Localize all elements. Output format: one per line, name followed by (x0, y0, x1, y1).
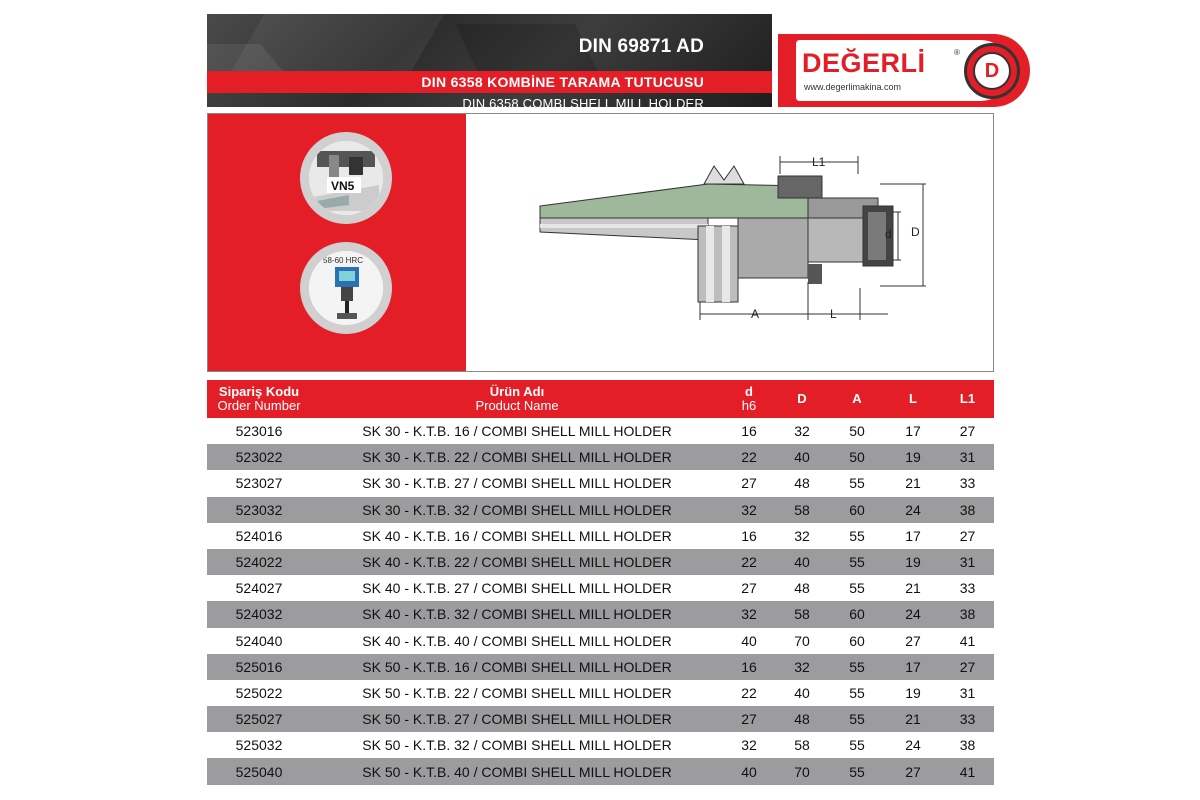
cell-name: SK 30 - K.T.B. 27 / COMBI SHELL MILL HOLDER (362, 475, 672, 492)
cell-d: 48 (794, 711, 810, 728)
cell-l: 24 (905, 606, 921, 623)
logo-emblem-letter: D (973, 52, 1011, 90)
dimension-L1-label: L1 (812, 155, 826, 169)
cell-l1: 31 (959, 554, 976, 571)
cell-l: 19 (905, 554, 921, 571)
table-row (207, 444, 994, 470)
cell-d: 70 (794, 632, 810, 649)
header-name-en: Product Name (475, 398, 559, 413)
cell-code: 525032 (235, 737, 283, 754)
cell-name: SK 40 - K.T.B. 22 / COMBI SHELL MILL HOLDER (362, 554, 672, 571)
cell-d: 58 (794, 501, 810, 518)
cell-l: 17 (905, 423, 921, 440)
cell-l: 17 (905, 658, 921, 675)
cell-a: 55 (849, 554, 865, 571)
table-row (207, 758, 994, 784)
logo-emblem-icon (964, 43, 1020, 99)
cell-d: 40 (741, 632, 757, 649)
cell-l1: 33 (959, 475, 976, 492)
header-order-number (207, 380, 311, 418)
header-banner (207, 14, 772, 107)
cell-l1: 33 (959, 580, 976, 597)
cell-l1: 31 (959, 449, 976, 466)
header-name-tr: Ürün Adı (489, 384, 545, 399)
product-table (207, 380, 994, 785)
cell-name: SK 30 - K.T.B. 22 / COMBI SHELL MILL HOLDER (362, 449, 672, 466)
cell-a: 55 (849, 763, 865, 780)
logo-url: www.degerlimakina.com (804, 82, 902, 92)
cell-a: 55 (849, 737, 865, 754)
cell-name: SK 50 - K.T.B. 27 / COMBI SHELL MILL HOLDER (362, 711, 672, 728)
company-logo (778, 34, 1030, 107)
cell-d: 58 (794, 737, 810, 754)
cell-a: 55 (849, 580, 865, 597)
table-row (207, 418, 994, 444)
header-product-name (311, 380, 723, 418)
title-english: DIN 6358 COMBI SHELL MILL HOLDER (462, 96, 704, 107)
table-row (207, 601, 994, 627)
cell-l: 24 (905, 737, 921, 754)
cell-code: 523032 (235, 501, 283, 518)
header-d-sub: h6 (741, 398, 757, 413)
cell-code: 524040 (235, 632, 283, 649)
cell-code: 525022 (235, 684, 283, 701)
cell-d: 22 (741, 449, 757, 466)
header-L1 (941, 380, 994, 418)
cell-a: 55 (849, 658, 865, 675)
table-row (207, 706, 994, 732)
cell-d: 22 (741, 554, 757, 571)
logo-brand: DEĞERLİ (802, 48, 926, 78)
cell-l: 21 (905, 580, 921, 597)
header-code-tr: Sipariş Kodu (218, 384, 300, 399)
dimension-A-label: A (751, 307, 760, 321)
surface-finish-label: VN5 (331, 179, 355, 193)
cell-d: 48 (794, 475, 810, 492)
cell-d: 40 (794, 554, 810, 571)
cell-l1: 27 (959, 423, 976, 440)
cell-code: 525027 (235, 711, 283, 728)
header-d-label: d (745, 384, 753, 399)
cell-l1: 31 (959, 684, 976, 701)
product-image-panel (207, 113, 994, 372)
hardness-label: 58-60 HRC (323, 256, 364, 265)
dimension-L-label: L (830, 307, 837, 321)
cell-l: 27 (905, 763, 921, 780)
cell-d: 16 (741, 658, 757, 675)
cell-a: 55 (849, 684, 865, 701)
table-row (207, 575, 994, 601)
cell-name: SK 50 - K.T.B. 16 / COMBI SHELL MILL HOLDER (362, 658, 672, 675)
cell-a: 50 (849, 449, 865, 466)
cell-l: 19 (905, 449, 921, 466)
technical-drawing (468, 114, 993, 371)
cell-d: 32 (794, 658, 810, 675)
cell-name: SK 40 - K.T.B. 27 / COMBI SHELL MILL HOLDER (362, 580, 672, 597)
cell-name: SK 50 - K.T.B. 40 / COMBI SHELL MILL HOLDER (362, 763, 672, 780)
dimension-D-label: D (911, 225, 920, 239)
dimension-d-label: d (885, 227, 892, 241)
header-D (775, 380, 829, 418)
title-turkish: DIN 6358 KOMBİNE TARAMA TUTUCUSU (421, 74, 704, 90)
header-L (885, 380, 941, 418)
cell-l: 17 (905, 527, 921, 544)
table-row (207, 628, 994, 654)
cell-a: 60 (849, 606, 865, 623)
cell-l1: 38 (959, 501, 976, 518)
cell-d: 40 (741, 763, 757, 780)
cell-d: 27 (741, 475, 757, 492)
cell-code: 523016 (235, 423, 283, 440)
header-d (723, 380, 775, 418)
cell-a: 60 (849, 632, 865, 649)
cell-d: 32 (741, 501, 757, 518)
cell-name: SK 30 - K.T.B. 16 / COMBI SHELL MILL HOLDER (362, 423, 672, 440)
table-row (207, 549, 994, 575)
cell-code: 524022 (235, 554, 283, 571)
header-code-en: Order Number (217, 398, 301, 413)
cell-name: SK 40 - K.T.B. 16 / COMBI SHELL MILL HOLDER (362, 527, 672, 544)
cell-l1: 38 (959, 606, 976, 623)
cell-code: 524016 (235, 527, 283, 544)
banner-facet (455, 24, 598, 74)
cell-l1: 27 (959, 527, 976, 544)
header-A (829, 380, 885, 418)
cell-d: 70 (794, 763, 810, 780)
cell-d: 32 (794, 527, 810, 544)
cell-d: 32 (741, 606, 757, 623)
cell-d: 16 (741, 423, 757, 440)
surface-finish-icon (300, 132, 392, 224)
table-row (207, 732, 994, 758)
cell-code: 523022 (235, 449, 283, 466)
table-row (207, 680, 994, 706)
cell-a: 55 (849, 711, 865, 728)
cell-name: SK 50 - K.T.B. 32 / COMBI SHELL MILL HOLDER (362, 737, 672, 754)
cell-name: SK 40 - K.T.B. 40 / COMBI SHELL MILL HOLDER (362, 632, 672, 649)
table-row (207, 497, 994, 523)
table-body (207, 418, 994, 785)
cell-code: 525016 (235, 658, 283, 675)
surface-finish-image (309, 141, 383, 215)
cell-code: 524027 (235, 580, 283, 597)
cell-l1: 33 (959, 711, 976, 728)
cell-d: 48 (794, 580, 810, 597)
header-L-label: L (909, 391, 917, 406)
cell-a: 60 (849, 501, 865, 518)
din-code-title: DIN 69871 AD (578, 36, 704, 57)
cell-d: 58 (794, 606, 810, 623)
cell-name: SK 30 - K.T.B. 32 / COMBI SHELL MILL HOLDER (362, 501, 672, 518)
cell-name: SK 40 - K.T.B. 32 / COMBI SHELL MILL HOLDER (362, 606, 672, 623)
header-A-label: A (852, 391, 862, 406)
cell-l1: 41 (959, 632, 976, 649)
cell-l: 19 (905, 684, 921, 701)
cell-l1: 41 (959, 763, 976, 780)
header-D-label: D (797, 391, 807, 406)
cell-name: SK 50 - K.T.B. 22 / COMBI SHELL MILL HOLDER (362, 684, 672, 701)
logo-registered-mark: ® (954, 48, 960, 57)
cell-d: 16 (741, 527, 757, 544)
cell-l: 21 (905, 475, 921, 492)
cell-l1: 38 (959, 737, 976, 754)
cell-d: 32 (794, 423, 810, 440)
hardness-image (309, 251, 383, 325)
cell-d: 40 (794, 684, 810, 701)
hardness-icon (300, 242, 392, 334)
table-row (207, 654, 994, 680)
cell-a: 55 (849, 475, 865, 492)
cell-d: 32 (741, 737, 757, 754)
table-header (207, 380, 994, 418)
cell-d: 27 (741, 580, 757, 597)
table-row (207, 470, 994, 496)
cell-code: 525040 (235, 763, 283, 780)
cell-l: 21 (905, 711, 921, 728)
cell-d: 27 (741, 711, 757, 728)
cell-d: 22 (741, 684, 757, 701)
cell-d: 40 (794, 449, 810, 466)
cell-code: 524032 (235, 606, 283, 623)
cell-a: 55 (849, 527, 865, 544)
cell-l: 24 (905, 501, 921, 518)
cell-a: 50 (849, 423, 865, 440)
table-row (207, 523, 994, 549)
cell-l1: 27 (959, 658, 976, 675)
header-L1-label: L1 (959, 391, 976, 406)
cell-code: 523027 (235, 475, 283, 492)
cell-l: 27 (905, 632, 921, 649)
